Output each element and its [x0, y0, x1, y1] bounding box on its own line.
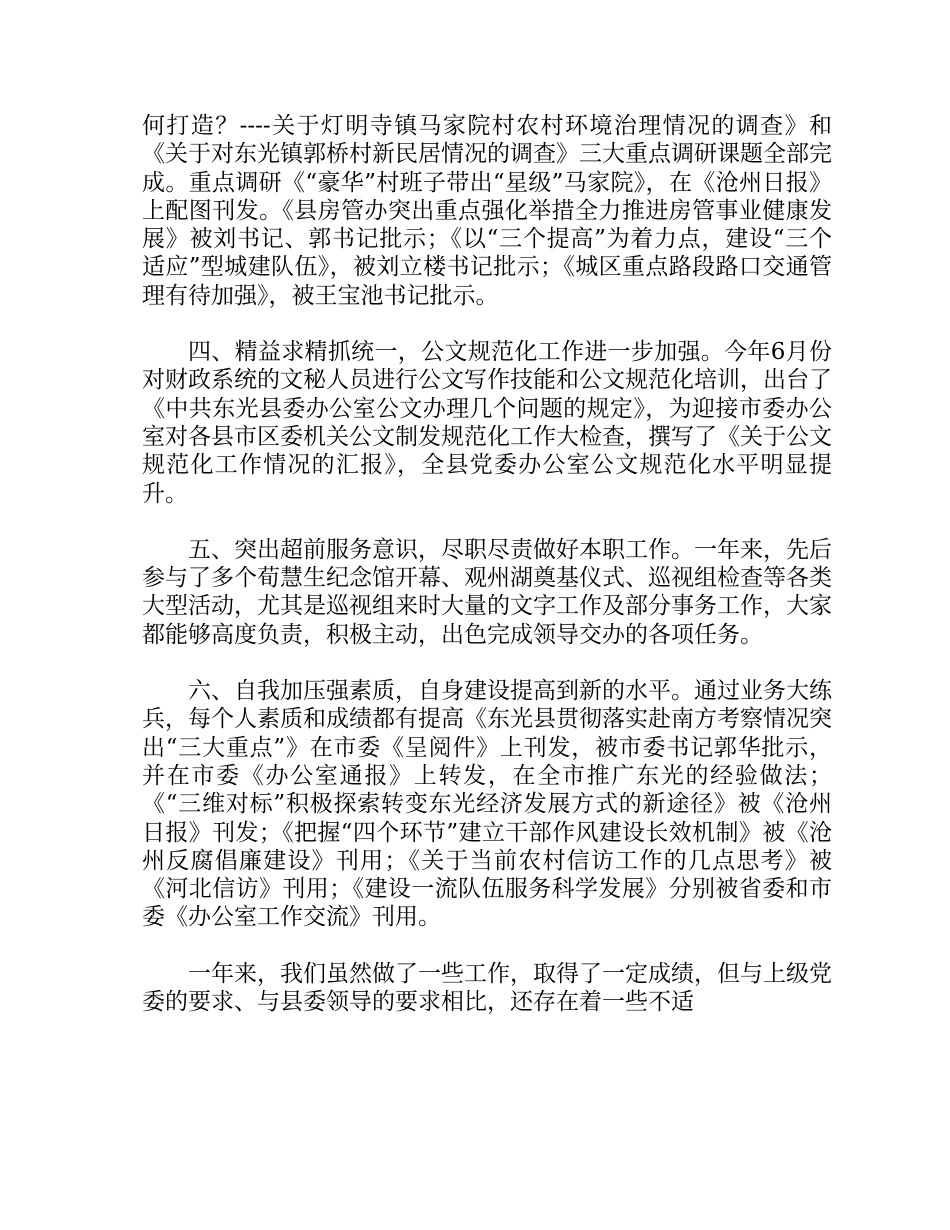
paragraph-section-four: 四、精益求精抓统一，公文规范化工作进一步加强。今年6月份对财政系统的文秘人员进行公文写作技能和公文规范化培训，出台了《中共东光县委办公室公文办理几个问题的规定》，为迎接市委办公室对各县市区委机关公文制发规范化工作大检查，撰写了《关于公文规范化工作情况的汇报》，全县党委办公室公文规范化水平明显提升。 — [142, 339, 832, 507]
paragraph-summary: 一年来，我们虽然做了一些工作，取得了一定成绩，但与上级党委的要求、与县委领导的要求相比，还存在着一些不适 — [142, 960, 832, 1016]
paragraph-continuation: 何打造？----关于灯明寺镇马家院村农村环境治理情况的调查》和《关于对东光镇郭桥村新民居情况的调查》三大重点调研课题全部完成。重点调研《“豪华”村班子带出“星级”马家院》，在《沧州日报》上配图刊发。《县房管办突出重点强化举措全力推进房管事业健康发展》被刘书记、郭书记批示；《以“三个提高”为着力点，建设“三个适应”型城建队伍》，被刘立楼书记批示；《城区重点路段路口交通管理有待加强》，被王宝池书记批示。 — [142, 113, 832, 309]
paragraph-section-five: 五、突出超前服务意识，尽职尽责做好本职工作。一年来，先后参与了多个荀慧生纪念馆开幕、观州湖奠基仪式、巡视组检查等各类大型活动，尤其是巡视组来时大量的文字工作及部分事务工作，大家都能够高度负责，积极主动，出色完成领导交办的各项任务。 — [142, 536, 832, 648]
document-body — [142, 112, 832, 1044]
paragraph-section-six: 六、自我加压强素质，自身建设提高到新的水平。通过业务大练兵，每个人素质和成绩都有提高《东光县贯彻落实赴南方考察情况突出“三大重点”》在市委《呈阅件》上刊发，被市委书记郭华批示，并在市委《办公室通报》上转发，在全市推广东光的经验做法；《“三维对标”积极探索转变东光经济发展方式的新途径》被《沧州日报》刊发；《把握“四个环节”建立干部作风建设长效机制》被《沧州反腐倡廉建设》刊用；《关于当前农村信访工作的几点思考》被《河北信访》刊用；《建设一流队伍服务科学发展》分别被省委和市委《办公室工作交流》刊用。 — [142, 678, 832, 931]
